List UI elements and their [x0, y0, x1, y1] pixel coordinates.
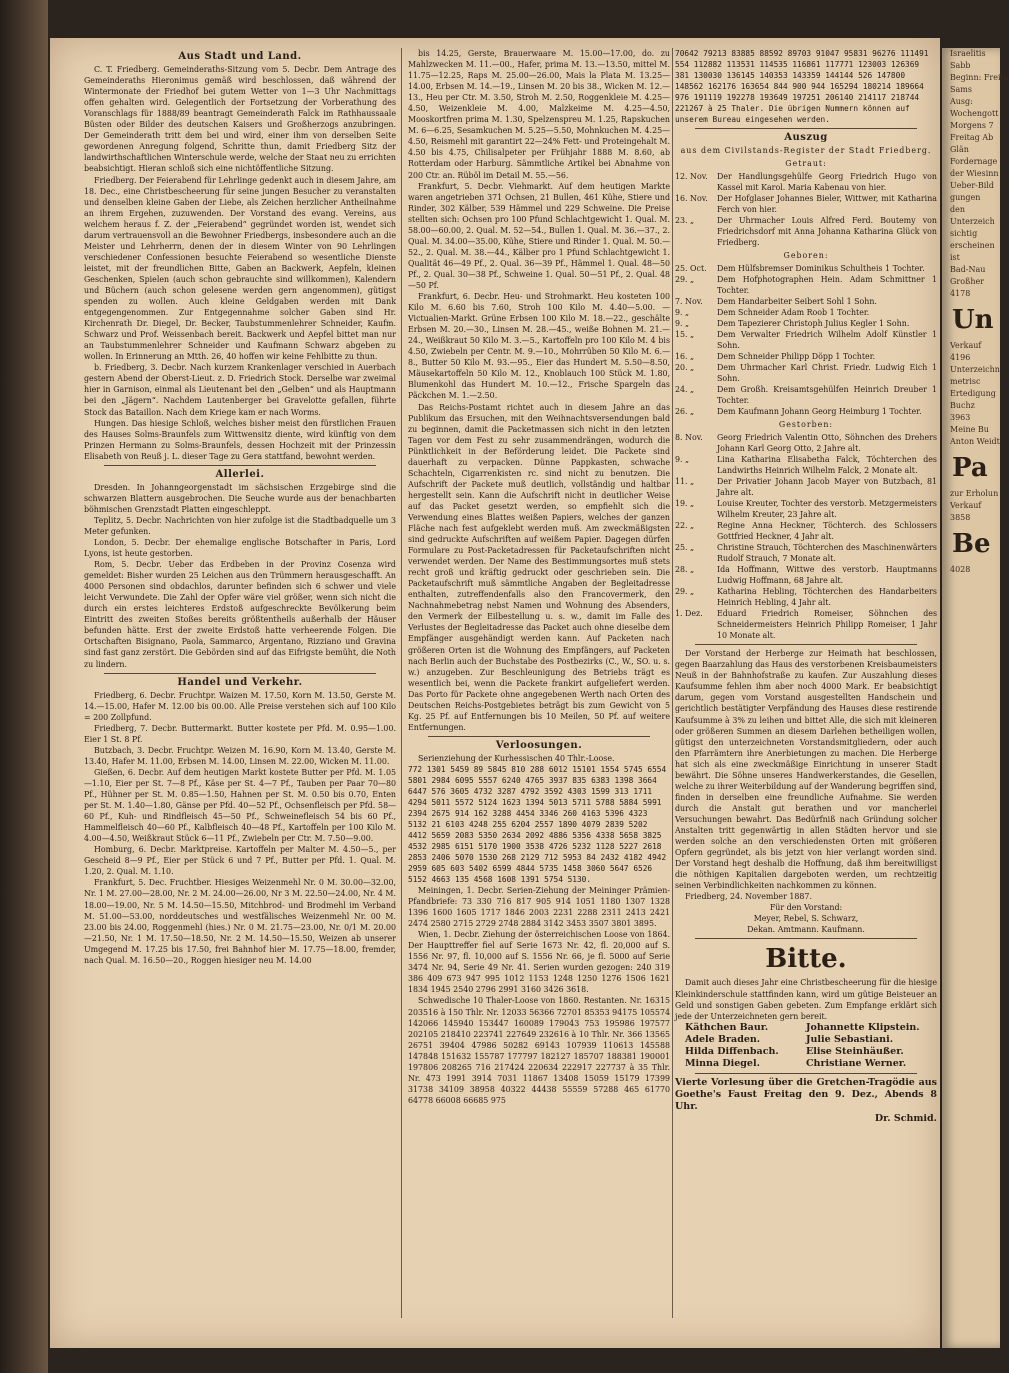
register-date: 24. „ [675, 385, 695, 395]
register-date: 25. „ [675, 543, 695, 553]
register-date: 11. „ [675, 477, 695, 487]
signatory-name: Christiane Werner. [806, 1057, 907, 1069]
column-right [675, 48, 937, 1328]
register-entry [675, 454, 937, 476]
news-paragraph: Friedberg. Der Feierabend für Lehrlinge gedenkt auch in diesem Jahre, am 18. Dec., eine Christbescheerung für seine jungen Besucher zu veranstalten und denselben kleine Gaben der Liebe, als Zeichen herzlicher Antheilnahme an ihrem Ergehen, zuzuwenden. Der Vorstand des evang. Vereins, aus welchem heraus f. Z. der „Feierabend“ gegründet worden ist, wendet sich darum vertrauensvoll an die Bewohner Friedbergs, insbesondere auch an die Meister und Lehrherrn, denen der in diesem Winter von 90 Lehrlingen verschiedener Confessionen besuchte Feierabend so wesentliche Dienste leistet, mit der freundlichen Bitte, Gaben an Backwerk, Aepfeln, kleinen Geschenken, Spielen (auch schon gebrauchte sind willkommen), Kalendern und Büchern (auch schon gelesene werden gern angenommen), gütigst spenden zu wollen. Auch kleine Geldgaben werden mit Dank entgegengenommen. Zur Entgegennahme solcher Gaben sind Hr. Kirchenrath Dr. Diegel, Dr. Becker, Taubstummenlehrer Schneider, Kaufm. Schwarz und Prof. Weissenbach bereit. Backwerk und Aepfel bittet man nur an Taubstummenlehrer Schneider und Kaufmann Schwarz abgeben zu wollen. In Erinnerung an Mtth. 26, 40 hoffen wir keine Fehlbitte zu thun. [84, 175, 396, 362]
divider [695, 644, 917, 645]
bitte-signatories [675, 1022, 937, 1070]
register-entry [675, 406, 937, 417]
next-page-fragment: 4196 [950, 353, 971, 362]
register-entry [675, 498, 937, 520]
register-date: 22. „ [675, 521, 695, 531]
signatory-name: Adele Braden. [685, 1033, 761, 1045]
register-date: 25. Oct. [675, 264, 707, 274]
news-paragraph: b. Friedberg, 3. Decbr. Nach kurzem Krankenlager verschied in Auerbach gestern Abend der Oberst-Lieut. z. D. Friedrich Stock. Derselbe war zweimal hier in Garnison, einmal als Lieutenant bei den „Gelben“ und als Hauptmann bei den „Jägern“. Nachdem Lautenberger bei Gravelotte gefallen, führte Stock das Bataillon. Nach dem Kriege kam er nach Worms. [84, 363, 396, 417]
register-entry [675, 171, 937, 193]
register-text: Dem Hofphotographen Hein. Adam Schmittner 1 Tochter. [717, 275, 937, 296]
divider [695, 1073, 917, 1074]
next-page-fragment: Verkauf [950, 341, 982, 350]
bitte-title: Bitte. [765, 944, 847, 975]
register-entry [675, 215, 937, 248]
next-page-fragment: Be [952, 529, 991, 559]
next-page-fragment: metrisc [950, 377, 981, 386]
next-page-fragment: Sams [950, 85, 972, 94]
register-text: Dem Verwalter Friedrich Wilhelm Adolf Künstler 1 Sohn. [717, 330, 937, 351]
section-heading-lottery: Verloosungen. [495, 739, 583, 751]
market-report: Frankfurt, 5. Dec. Fruchtber. Hiesiges Weizenmehl Nr. 0 M. 30.00—32.00, Nr. 1 M. 27.00—28.00, Nr. 2 M. 24.00—26.00, Nr 3 M. 22.50—24.00, Nr. 4 M. 18.00—19.00, Nr. 5 M. 14.50—15.50, Mitchbrod- und Brodmehl im Verband M. 51.00—53.00, norddeutsches und westfälisches Weizenmehl Nr. 00 M. 23.00 bis 24.00, Roggenmehl (hies.) Nr. 0 M. 21.75—23.00, Nr. 0/1 M. 20.00—21.50, Nr. 1 M. 17.50—18.50, Nr. 2 M. 14.50—15.50, Weizen ab unserer Umgegend M. 17.25 bis 17.50, frei Bahnhof hier M. 17.75—18.00, fremder, nach Qual. M. 16.50—20., Roggen hiesiger neu M. 14.00 [84, 878, 396, 965]
signatory-name: Minna Diegel. [685, 1057, 760, 1069]
next-page-fragment: zur Erholun [950, 489, 999, 498]
born-heading: Geboren: [783, 251, 829, 261]
next-page-fragment: Sabb [950, 61, 971, 70]
column-middle [408, 48, 670, 1328]
register-text: Dem Tapezierer Christoph Julius Kegler 1 Sohn. [717, 319, 910, 329]
next-page-fragment: Pa [952, 453, 988, 483]
signatory-name: Käthchen Baur. [685, 1021, 769, 1033]
lottery-intro: Serienziehung der Kurhessischen 40 Thlr.-Loose. [418, 753, 615, 763]
news-paragraph: Hungen. Das hiesige Schloß, welches bisher meist den fürstlichen Frauen des Hauses Solms-Braunfels zum Wittwensitz diente, wird künftig von dem Prinzen Hermann zu Solms-Braunfels, dessen Hochzeit mit der Prinzessin Elisabeth von Reuß j. L. dieser Tage zu Gera stattfand, bewohnt werden. [84, 418, 396, 461]
lottery-numbers-continued: 70642 79213 83885 88592 89703 91047 95831 96276 111491 554 112882 113531 114535 116861 117771 123003 126369 381 130030 136145 140353 143359 144144 526 147800 148562 162176 163654 844 900 944 165294 180214 189664 976 191119 192278 193649 197251 206140 214117 218744 221267 à 25 Thaler. Die übrigen Nummern können auf unserem Bureau eingesehen werden. [675, 49, 934, 124]
next-page-fragment: Ertedigung [950, 389, 996, 398]
market-report: Butzbach, 3. Decbr. Fruchtpr. Weizen M. 16.90, Korn M. 13.40, Gerste M. 13.40, Hafer M. 11.00, Erbsen M. 14.00, Linsen M. 22.00, Wicken M. 11.00. [84, 745, 396, 766]
register-entry [675, 263, 937, 274]
register-entry [675, 318, 937, 329]
register-entry [675, 586, 937, 608]
next-page-fragment: Morgens 7 [950, 121, 994, 130]
register-date: 16. „ [675, 352, 695, 362]
married-heading: Getraut: [785, 159, 827, 169]
lottery-numbers: 772 1301 5459 89 5845 810 288 6012 15101 1554 5745 6554 5801 2984 6095 5557 6240 4765 3937 835 6383 1398 3664 6447 576 3605 4732 3287 4792 3592 4303 1599 313 1711 4294 5011 5572 5124 1623 1394 5013 5711 5788 5884 5991 2394 2675 914 162 3288 4454 3346 260 4163 5396 4323 5132 21 6103 4248 255 6204 2557 1890 4079 2839 5202 4412 5659 2083 5350 2634 2092 4886 5356 4338 5658 3825 4532 2985 6151 5170 1900 3538 4726 5232 1128 5227 2618 2853 2406 5070 1530 268 2129 712 5953 84 2432 4182 4942 2959 605 603 5402 6599 4844 5735 1458 3060 5647 6526 5152 4663 135 4568 1608 1391 5754 5130. [408, 765, 671, 884]
book-binding [0, 0, 48, 1373]
bitte-text: Damit auch dieses Jahr eine Christbescheerung für die hiesige Kleinkinderschule stattfinden kann, wird um gütige Beisteuer an Geld und sonstigen Gaben gebeten. Zum Empfange erklärt sich jede der Unterzeichneten gern bereit. [675, 978, 937, 1021]
signatory-name: Julie Sebastiani. [806, 1033, 893, 1045]
register-date: 23. „ [675, 216, 695, 226]
register-date: 8. Nov. [675, 433, 703, 443]
next-page-fragment: Ueber-Bild [950, 181, 994, 190]
register-date: 26. „ [675, 407, 695, 417]
next-page-fragment: Meine Bu [950, 425, 989, 434]
register-entry [675, 432, 937, 454]
register-text: Der Privatier Johann Jacob Mayer von Butzbach, 81 Jahre alt. [717, 477, 937, 498]
register-text: Dem Schneider Philipp Döpp 1 Tochter. [717, 352, 876, 362]
herberge-notice: Der Vorstand der Herberge zur Heimath hat beschlossen, gegen Baarzahlung das Haus des verstorbenen Kreisbaumeisters Neuß in der Bahnhofstraße zu kaufen. Zur Auszahlung dieses Kaufsumme fehlen ihm aber noch 4000 Mark. Er beabsichtigt darum, gegen vom Vorstand ausgestellten Handschein und gerichtlich bestätigter Verpfändung des Hauses diese restirende Kaufsumme à 3% zu leihen und bittet Alle, die sich mit kleineren oder größeren Summen an diesem Darlehen betheiligen wollen, gütigst den unterzeichneten Vorstandsmitgliedern, oder auch den Pfarrämtern ihre Anerbietungen zu machen. Die Herberge hat sich als eine zweckmäßige Einrichtung in unserer Stadt bewährt. Die Söhne unseres Handwerkerstandes, die Gesellen, welche zu ihrer Weiterbildung auf der Wanderung begriffen sind, finden in derselben eine freundliche Aufnahme. Sie werden durch die Anstalt gut berathen und vor mancherlei Versuchungen bewahrt. Das Bedürfniß nach Gründung solcher Anstalten tritt gegenwärtig in allen Städten hervor und sie werden solche an den verschiedensten Orten mit größeren Opfern gegründet, als bis jetzt von hier verlangt worden sind. Der Vorstand hegt deshalb die Hoffnung, daß ihm bereitwilligst die nöthigen Kapitalien dargeboten werden, um rechtzeitig seinen Verbindlichkeiten nachkommen zu können. [675, 649, 937, 891]
market-report: Gießen, 6. Decbr. Auf dem heutigen Markt kostete Butter per Pfd. M. 1.05—1.10, Eier per St. 7—8 Pf., Käse per St. 4—7 Pf., Tauben per Paar 70—80 Pf., Hühner per St. M. 0.85—1.50, Hahnen per St. M. 0.50 bis 0.70, Enten per St. M. 1.40—1.80, Gänse per Pfd. 40—52 Pf., Ochsenfleisch per Pfd. 58—60 Pf., Kuh- und Rindfleisch 45—50 Pf., Schweinefleisch 54 bis 60 Pf., Hammelfleisch 40—60 Pf., Kalbfleisch 40—48 Pf., Kartoffeln per 100 Kilo M. 4.00—4.50, Weißkraut Stück 6—11 Pf., Zwiebeln per Ctr. M. 7.50—9.00. [84, 767, 396, 844]
next-page-fragment: gungen [950, 193, 981, 202]
next-page-fragment: den [950, 205, 966, 214]
register-text: Georg Friedrich Valentin Otto, Söhnchen des Drehers Johann Karl Georg Otto, 2 Jahre alt. [717, 433, 937, 454]
next-page-fragment: erscheinen [950, 241, 995, 250]
herberge-names: Meyer, Rebel, S. Schwarz, [753, 914, 859, 924]
divider [695, 938, 917, 939]
register-entry [675, 520, 937, 542]
register-text: Dem Handarbeiter Seibert Sohl 1 Sohn. [717, 297, 877, 307]
register-entry [675, 351, 937, 362]
register-date: 9. „ [675, 455, 690, 465]
register-date: 20. „ [675, 363, 695, 373]
next-page-fragment: Freitag Ab [950, 133, 994, 142]
register-date: 12. Nov. [675, 172, 708, 182]
register-text: Christine Strauch, Töchterchen des Maschinenwärters Rudolf Strauch, 7 Monate alt. [717, 543, 937, 564]
news-paragraph: London, 5. Decbr. Der ehemalige englische Botschafter in Paris, Lord Lyons, ist heute gestorben. [84, 538, 396, 559]
market-report: Frankfurt, 6. Decbr. Heu- und Strohmarkt. Heu kosteten 100 Kilo M. 6.60 bis 7.60, Stroh 100 Kilo M. 4.40—5.00. — Victualien-Markt. Grüne Erbsen 100 Kilo M. 18.—22., geschälte Erbsen M. 20.—30., Linsen M. 28.—45., weiße Bohnen M. 21.—24., Weißkraut 50 Kilo M. 3.—5., Kartoffeln pro 100 Kilo M. 4 bis 4.50, Zwiebeln per Centr. M. 9.—10., Mohrrüben 50 Kilo M. 6.—8., Butter 50 Kilo M. 93.—95., Eier das Hundert M. 5.50—8.50, Mäusekartoffeln 50 Kilo M. 12., Knoblauch 100 Stück M. 1.80, Blumenkohl das Hundert M. 10.—12., Frische Spargeln das Päckchen M. 1.—2.50. [408, 292, 670, 401]
lottery-wien: Wien, 1. Decbr. Ziehung der österreichischen Loose von 1864. Der Haupttreffer fiel auf Serie 1673 Nr. 42, fl. 20,000 auf S. 1556 Nr. 97, fl. 10,000 auf S. 1556 Nr. 66, je fl. 5000 auf Serie 3474 Nr. 94, Serie 49 Nr. 41. Serien wurden gezogen: 240 319 386 409 673 947 995 1012 1153 1248 1250 1276 1506 1621 1834 1945 2540 2796 2991 3160 3426 3618. [408, 930, 670, 995]
market-report: Friedberg, 6. Decbr. Fruchtpr. Waizen M. 17.50, Korn M. 13.50, Gerste M. 14.—15.00, Hafer M. 12.00 bis 00.00. Alle Preise verstehen sich auf 100 Kilo = 200 Zollpfund. [84, 690, 396, 722]
register-text: Ida Hoffmann, Wittwe des verstorb. Hauptmanns Ludwig Hoffmann, 68 Jahre alt. [717, 565, 937, 586]
section-heading-local: Aus Stadt und Land. [178, 51, 302, 62]
next-page-fragment: ist [950, 253, 960, 262]
next-page-fragment: Un [952, 305, 994, 335]
register-entry [675, 564, 937, 586]
next-page-fragment: 3858 [950, 513, 971, 522]
next-page-fragment: Bad-Nau [950, 265, 986, 274]
register-date: 16. Nov. [675, 194, 708, 204]
herberge-date: Friedberg, 24. November 1887. [685, 892, 812, 902]
register-text: Dem Kaufmann Johann Georg Heimburg 1 Tochter. [717, 407, 922, 417]
register-date: 29. „ [675, 587, 695, 597]
next-page-fragment: Ausg: [950, 97, 973, 106]
next-page-fragment: 3963 [950, 413, 971, 422]
register-date: 7. Nov. [675, 297, 703, 307]
next-page-fragment: 4028 [950, 565, 971, 574]
register-text: Eduard Friedrich Romeiser, Söhnchen des Schneidermeisters Heinrich Philipp Romeiser, 1 Jahr 10 Monate alt. [717, 609, 937, 641]
signatory-name: Johannette Klipstein. [806, 1021, 920, 1033]
register-subtitle: aus dem Civilstands-Register der Stadt Friedberg. [680, 146, 932, 156]
next-page-fragment: sichtig [950, 229, 978, 238]
register-entry [675, 274, 937, 296]
next-page-edge [942, 48, 1009, 1348]
register-text: Dem Hülfsbremser Dominikus Schultheis 1 Tochter. [717, 264, 925, 274]
market-report: Homburg, 6. Decbr. Marktpreise. Kartoffeln per Malter M. 4.50—5., per Gescheid 8—9 Pf., Eier per Stück 6 und 7 Pf., Butter per Pfd. 1. Qual. M. 1.20, 2. Qual. M. 1.10. [84, 845, 396, 877]
market-report: Das Reichs-Postamt richtet auch in diesem Jahre an das Publikum das Ersuchen, mit den Weihnachtsversendungen bald zu beginnen, damit die Packetmassen sich nicht in den letzten Tagen vor dem Fest zu sehr zusammendrängen, wodurch die Pünktlichkeit in der Beförderung leidet. Die Packete sind dauerhaft zu verpacken. Dünne Pappkasten, schwache Schachteln, Cigarrenkisten rc. sind nicht zu benutzen. Die Aufschrift der Packete muß deutlich, vollständig und haltbar hergestellt sein. Kann die Aufschrift nicht in deutlicher Weise auf das Packet gesetzt werden, so empfiehlt sich die Verwendung eines Blattes weißen Papiers, welches der ganzen Fläche nach fest aufgeklebt werden muß. Am zweckmäßigsten sind gedruckte Aufschriften auf weißem Papier. Dagegen dürfen Formulare zu Post-Packetadressen für Packetaufschriften nicht verwendet werden. Der Name des Bestimmungsortes muß stets recht groß und kräftig gedruckt oder geschrieben sein. Die Packetaufschrift muß sämmtliche Angaben der Begleitadresse enthalten, zutreffendenfalls also den Francovermerk, den Nachnahmebetrag nebst Namen und Wohnung des Absenders, den Vermerk der Eilbestellung u. s. w., damit im Falle des Verlustes der Begleitadresse das Packet auch ohne dieselbe dem Empfänger ausgehändigt werden kann. Auf Packeten nach größeren Orten ist die Wohnung des Empfängers, auf Packeten nach Berlin auch der Buchstabe des Postbezirks (C., W., SO. u. s. w.) anzugeben. Zur Beschleunigung des Betriebs trägt es wesentlich bei, wenn die Packete frankirt aufgeliefert werden. Das Porto für Packete ohne angegebenen Werth nach Orten des Deutschen Reichs-Postgebietes beträgt bis zum Gewicht von 5 Kg. 25 Pf. auf Entfernungen bis 10 Meilen, 50 Pf. auf weitere Entfernungen. [408, 402, 670, 732]
next-page-fragment: der Wiesinn [950, 169, 999, 178]
next-page-fragment: Beginn: Freita [950, 73, 1009, 82]
register-text: Louise Kreuter, Tochter des verstorb. Metzgermeisters Wilhelm Kreuter, 23 Jahre alt. [717, 499, 937, 520]
divider [104, 673, 376, 674]
news-paragraph: Dresden. In Johanngeorgenstadt im sächsischen Erzgebirge sind die schwarzen Blattern ausgebrochen. Die Seuche wurde aus der benachbarten böhmischen Grenzstadt Platten eingeschleppt. [84, 482, 396, 514]
register-text: Regine Anna Heckner, Töchterch. des Schlossers Gottfried Heckner, 4 Jahr alt. [717, 521, 937, 542]
market-report: bis 14.25, Gerste, Brauerwaare M. 15.00—17.00, do. zu Mahlzwecken M. 11.—00., Hafer, prima M. 13.—13.50, mittel M. 11.75—12.25, Raps M. 25.00—26.00, Mais la Plata M. 13.25—14.00, Erbsen M. 14.—19., Linsen M. 20 bis 38., Wicken M. 12.—13., Heu per Ctr. M. 3.50, Stroh M. 2.50, Roggenkleie M. 4.25—4.50, Weizenkleie M. 4.00, Malzkeime M. 4.25—4.50, Mooskortfren prima M. 1.30, Spelzenspreu M. 1.25, Rapskuchen M. 6—6.25, Sesamkuchen M. 5.25—5.50, Mohnkuchen M. 4.25—4.50, Reismehl mit garantirt 22—24% Fett- und Proteingehalt M. 4.50 bis 4.75, Chilisalpeter per Frühjahr 1888 M. 8.60, ab Rotterdam oder Harburg. Sämmtliche Artikel bei Abnahme von 200 Ctr. an. Rüböl im Detail M. 55.—56. [408, 49, 670, 180]
lottery-schwedische: Schwedische 10 Thaler-Loose von 1860. Restanten. Nr. 16315 203516 à 150 Thlr. Nr. 12033 56366 72701 85353 94175 105574 142066 145940 153447 160089 179043 753 195986 197577 202105 218410 223741 227649 232616 à 10 Thlr. Nr. 366 13565 26751 39404 47986 50282 69143 107939 110613 145588 147848 151632 155787 177797 182127 185707 188381 190001 197806 208265 716 217424 220634 222917 227737 à 35 Thlr. Nr. 473 1991 3914 7031 11867 13408 15059 15179 17399 31738 34109 38958 40322 44438 55559 57288 465 61770 64778 66008 66685 975 [408, 996, 670, 1105]
register-date: 28. „ [675, 565, 695, 575]
news-paragraph: C. T. Friedberg. Gemeinderaths-Sitzung vom 5. Decbr. Dem Antrage des Gemeinderaths Hieronimus gemäß wird beschlossen, daß während der Wintermonate der Friedhof bei gutem Wetter von 1—3 Uhr Nachmittags offen gehalten wird. Gelegentlich der Fortsetzung der Vorberathung des Voranschlags für 1888/89 beantragt Gemeinderath Falck im Rathhaussaale Büsten oder Bilder des deutschen Kaisers und Großherzogs anzubringen. Der Gemeinderath tritt dem bei und wird, einer ihm von derselben Seite gewordenen Anregung folgend, Schritte thun, damit Friedberg Sitz der landwirthschaftlichen Winterschule werde, welche der Staat neu zu errichten beabsichtigt. Hieran schloß sich eine nichtöffentliche Sitzung. [84, 65, 396, 174]
news-paragraph: Teplitz, 5. Decbr. Nachrichten von hier zufolge ist die Stadtbadquelle um 3 Meter gefunken. [84, 515, 396, 536]
next-page-fragment: Großher [950, 277, 985, 286]
section-heading-misc: Allerlei. [215, 468, 265, 480]
divider [695, 128, 917, 129]
register-text: Lina Katharina Elisabetha Falck, Töchterchen des Landwirths Heinrich Wilhelm Falck, 2 Monate alt. [717, 455, 937, 476]
next-page-fragment: Unterzeichn [950, 365, 1000, 374]
divider [428, 736, 650, 737]
register-text: Dem Großh. Kreisamtsgehülfen Heinrich Dreuber 1 Tochter. [717, 385, 937, 406]
next-page-fragment: 4178 [950, 289, 971, 298]
market-report: Friedberg, 7. Decbr. Buttermarkt. Butter kostete per Pfd. M. 0.95—1.00. Eier 1 St. 8 Pf. [84, 723, 396, 744]
signatory-name: Hilda Diffenbach. [685, 1045, 779, 1057]
next-page-fragment: Glän [950, 145, 969, 154]
news-paragraph: Rom, 5. Decbr. Ueber das Erdbeben in der Provinz Cosenza wird gemeldet: Bisher wurden 25 Leichen aus den Trümmern herausgeschafft. An 4000 Personen sind obdachlos, darunter befinden sich 6 schwer und viele leicht Verwundete. Die Zahl der Opfer wäre viel größer, wenn sich nicht die durch ein erstes leichteres Erdstoß aufgeschreckte Bevölkerung beim Eintritt des zweiten Stoßes bereits größtentheils außerhalb der Häuser befunden hätte. Erst der zweite Erdstoß hatte verheerende Folgen. Die Ortschaften Bisignano, Paola, Sammarco, Argentano, Rizziano und Gravina sind fast ganz zerstört. Die Gebörden sind auf das Eifrigste bemüht, die Noth zu lindern. [84, 560, 396, 669]
signatory-name: Elise Steinhäußer. [806, 1045, 904, 1057]
vorlesung-notice: Vierte Vorlesung über die Gretchen-Tragödie aus Goethe's Faust Freitag den 9. Dez., Abends 8 Uhr. [675, 1076, 937, 1112]
herberge-sign-head: Für den Vorstand: [769, 903, 843, 913]
register-date: 9. „ [675, 308, 690, 318]
register-date: 19. „ [675, 499, 695, 509]
register-entry [675, 193, 937, 215]
next-page-fragment: Verkauf [950, 501, 982, 510]
next-page-fragment: Unterzeich [950, 217, 995, 226]
register-date: 1. Dez. [675, 609, 703, 619]
next-page-fragment: Wochengott [950, 109, 999, 118]
died-heading: Gestorben: [778, 420, 834, 430]
register-entry [675, 384, 937, 406]
next-page-fragment: Fordernage [950, 157, 998, 166]
register-entry [675, 542, 937, 564]
register-text: Dem Schneider Adam Roob 1 Tochter. [717, 308, 870, 318]
register-text: Dem Uhrmacher Karl Christ. Friedr. Ludwig Eich 1 Sohn. [717, 363, 937, 384]
register-date: 29. „ [675, 275, 695, 285]
register-text: Der Hofglaser Johannes Bieler, Wittwer, mit Katharina Ferch von hier. [717, 194, 937, 215]
register-text: Katharina Hebling, Töchterchen des Handarbeiters Heinrich Hebling, 4 Jahr alt. [717, 587, 937, 608]
register-date: 15. „ [675, 330, 695, 340]
column-left [84, 48, 396, 1328]
column-rule [672, 48, 673, 1318]
vorlesung-sign: Dr. Schmid. [874, 1112, 937, 1124]
register-entry [675, 476, 937, 498]
register-entry [675, 307, 937, 318]
next-page-fragment: Israelitis [950, 49, 986, 58]
register-entry [675, 329, 937, 351]
register-entry [675, 608, 937, 641]
divider [104, 465, 376, 466]
section-heading-trade: Handel und Verkehr. [177, 676, 303, 688]
register-entry [675, 362, 937, 384]
register-heading: Auszug [784, 132, 828, 143]
register-text: Der Uhrmacher Louis Alfred Ferd. Boutemy von Friedrichsdorf mit Anna Johanna Katharina Glück von Friedberg. [717, 216, 937, 248]
register-entry [675, 296, 937, 307]
market-report: Frankfurt, 5. Decbr. Viehmarkt. Auf dem heutigen Markte waren angetrieben 371 Ochsen, 21 Bullen, 461 Kühe, Stiere und Rinder, 302 Kälber, 539 Hämmel und 229 Schweine. Die Preise stellten sich: Ochsen pro 100 Pfund Schlachtgewicht 1. Qual. M. 58.00—60.00, 2. Qual. M. 52—54., Bullen 1. Qual. M. 36.—37., 2. Qual. M. 34.00—35.00, Kühe, Stiere und Rinder 1. Qual. M. 50.—52., 2. Qual. M. 38.—44., Kälber pro 1 Pfund Schlachtgewicht 1. Qualität 46—49 Pf., 2. Qual. 36—39 Pf., Hämmel 1. Qual. 48—50 Pf., 2. Qual. 30—38 Pf., Schweine 1. Qual. 50—51 Pf., 2. Qual. 48—50 Pf. [408, 181, 670, 290]
next-page-fragment: Buchz [950, 401, 975, 410]
lottery-meiningen: Meiningen, 1. Decbr. Serien-Ziehung der Meininger Prämien-Pfandbriefe: 73 330 716 817 905 914 1051 1180 1307 1328 1396 1600 1605 1717 1846 2003 2231 2288 2311 2413 2421 2474 2580 2715 2729 2748 2884 3142 3453 3507 3801 3895. [408, 886, 670, 929]
register-text: Der Handlungsgehülfe Georg Friedrich Hugo von Kassel mit Karol. Maria Kabenau von hier. [717, 172, 937, 193]
register-date: 9. „ [675, 319, 690, 329]
herberge-titles: Dekan. Amtmann. Kaufmann. [747, 925, 865, 935]
next-page-fragment: Anton Weidt [950, 437, 1000, 446]
column-rule [401, 48, 402, 1318]
